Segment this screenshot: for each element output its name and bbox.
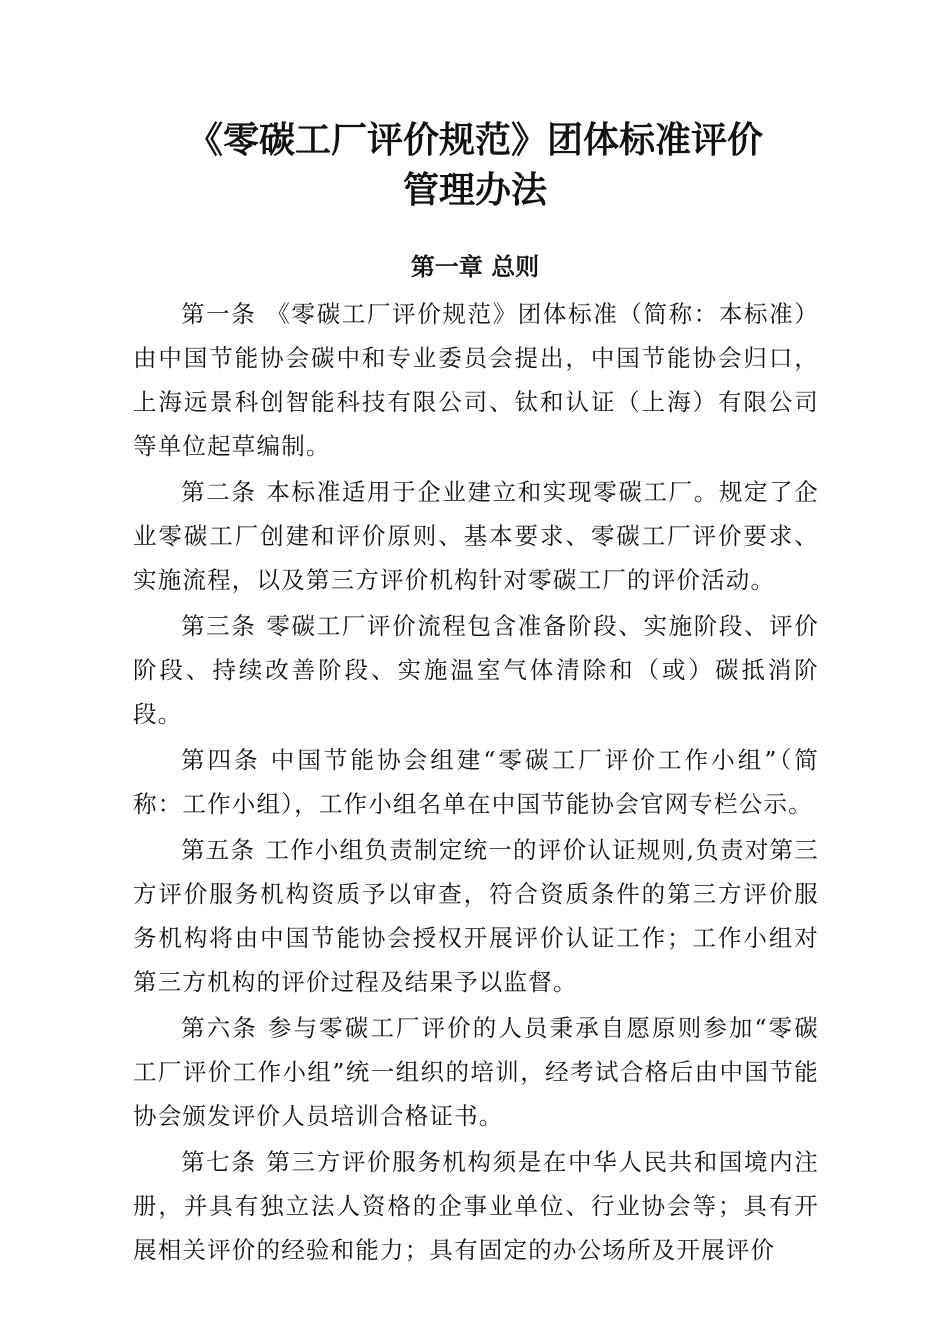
article-1 [133, 292, 819, 468]
article-label: 第四条 [181, 746, 261, 774]
document-body [133, 292, 819, 1274]
article-text: 零碳工厂评价流程包含准备阶段、实施阶段、评价阶段、持续改善阶段、实施温室气体清除和（或）碳抵消阶段。 [133, 612, 819, 728]
article-text: 工作小组负责制定统一的评价认证规则,负责对第三方评价服务机构资质予以审查，符合资质条件的第三方评价服务机构将由中国节能协会授权开展评价认证工作；工作小组对第三方机构的评价过程及结果予以监督。 [133, 836, 819, 996]
article-label: 第一条 [181, 300, 257, 328]
article-3 [133, 604, 819, 736]
article-text: 第三方评价服务机构须是在中华人民共和国境内注册，并具有独立法人资格的企事业单位、行业协会等；具有开展相关评价的经验和能力；具有固定的办公场所及开展评价 [133, 1148, 819, 1264]
article-label: 第二条 [181, 478, 257, 506]
article-label: 第七条 [181, 1148, 257, 1176]
article-2 [133, 470, 819, 602]
chapter-heading: 第一章 总则 [410, 253, 540, 281]
article-label: 第六条 [181, 1014, 258, 1042]
article-text: 参与零碳工厂评价的人员秉承自愿原则参加“零碳工厂评价工作小组”统一组织的培训，经考试合格后由中国节能协会颁发评价人员培训合格证书。 [133, 1014, 819, 1130]
article-text: 中国节能协会组建“零碳工厂评价工作小组”（简称：工作小组），工作小组名单在中国节能协会官网专栏公示。 [133, 746, 819, 818]
article-label: 第三条 [181, 612, 257, 640]
article-label: 第五条 [181, 836, 256, 864]
article-6 [133, 1006, 819, 1138]
article-text: 《零碳工厂评价规范》团体标准（简称：本标准）由中国节能协会碳中和专业委员会提出，中国节能协会归口，上海远景科创智能科技有限公司、钛和认证（上海）有限公司等单位起草编制。 [133, 300, 819, 460]
article-7 [133, 1140, 819, 1272]
article-4 [133, 738, 819, 826]
article-5 [133, 828, 819, 1004]
document-title-line-1: 《零碳工厂评价规范》团体标准评价 [186, 120, 763, 161]
document-title-line-2: 管理办法 [402, 170, 547, 211]
article-text: 本标准适用于企业建立和实现零碳工厂。规定了企业零碳工厂创建和评价原则、基本要求、零碳工厂评价要求、实施流程，以及第三方评价机构针对零碳工厂的评价活动。 [133, 478, 819, 594]
